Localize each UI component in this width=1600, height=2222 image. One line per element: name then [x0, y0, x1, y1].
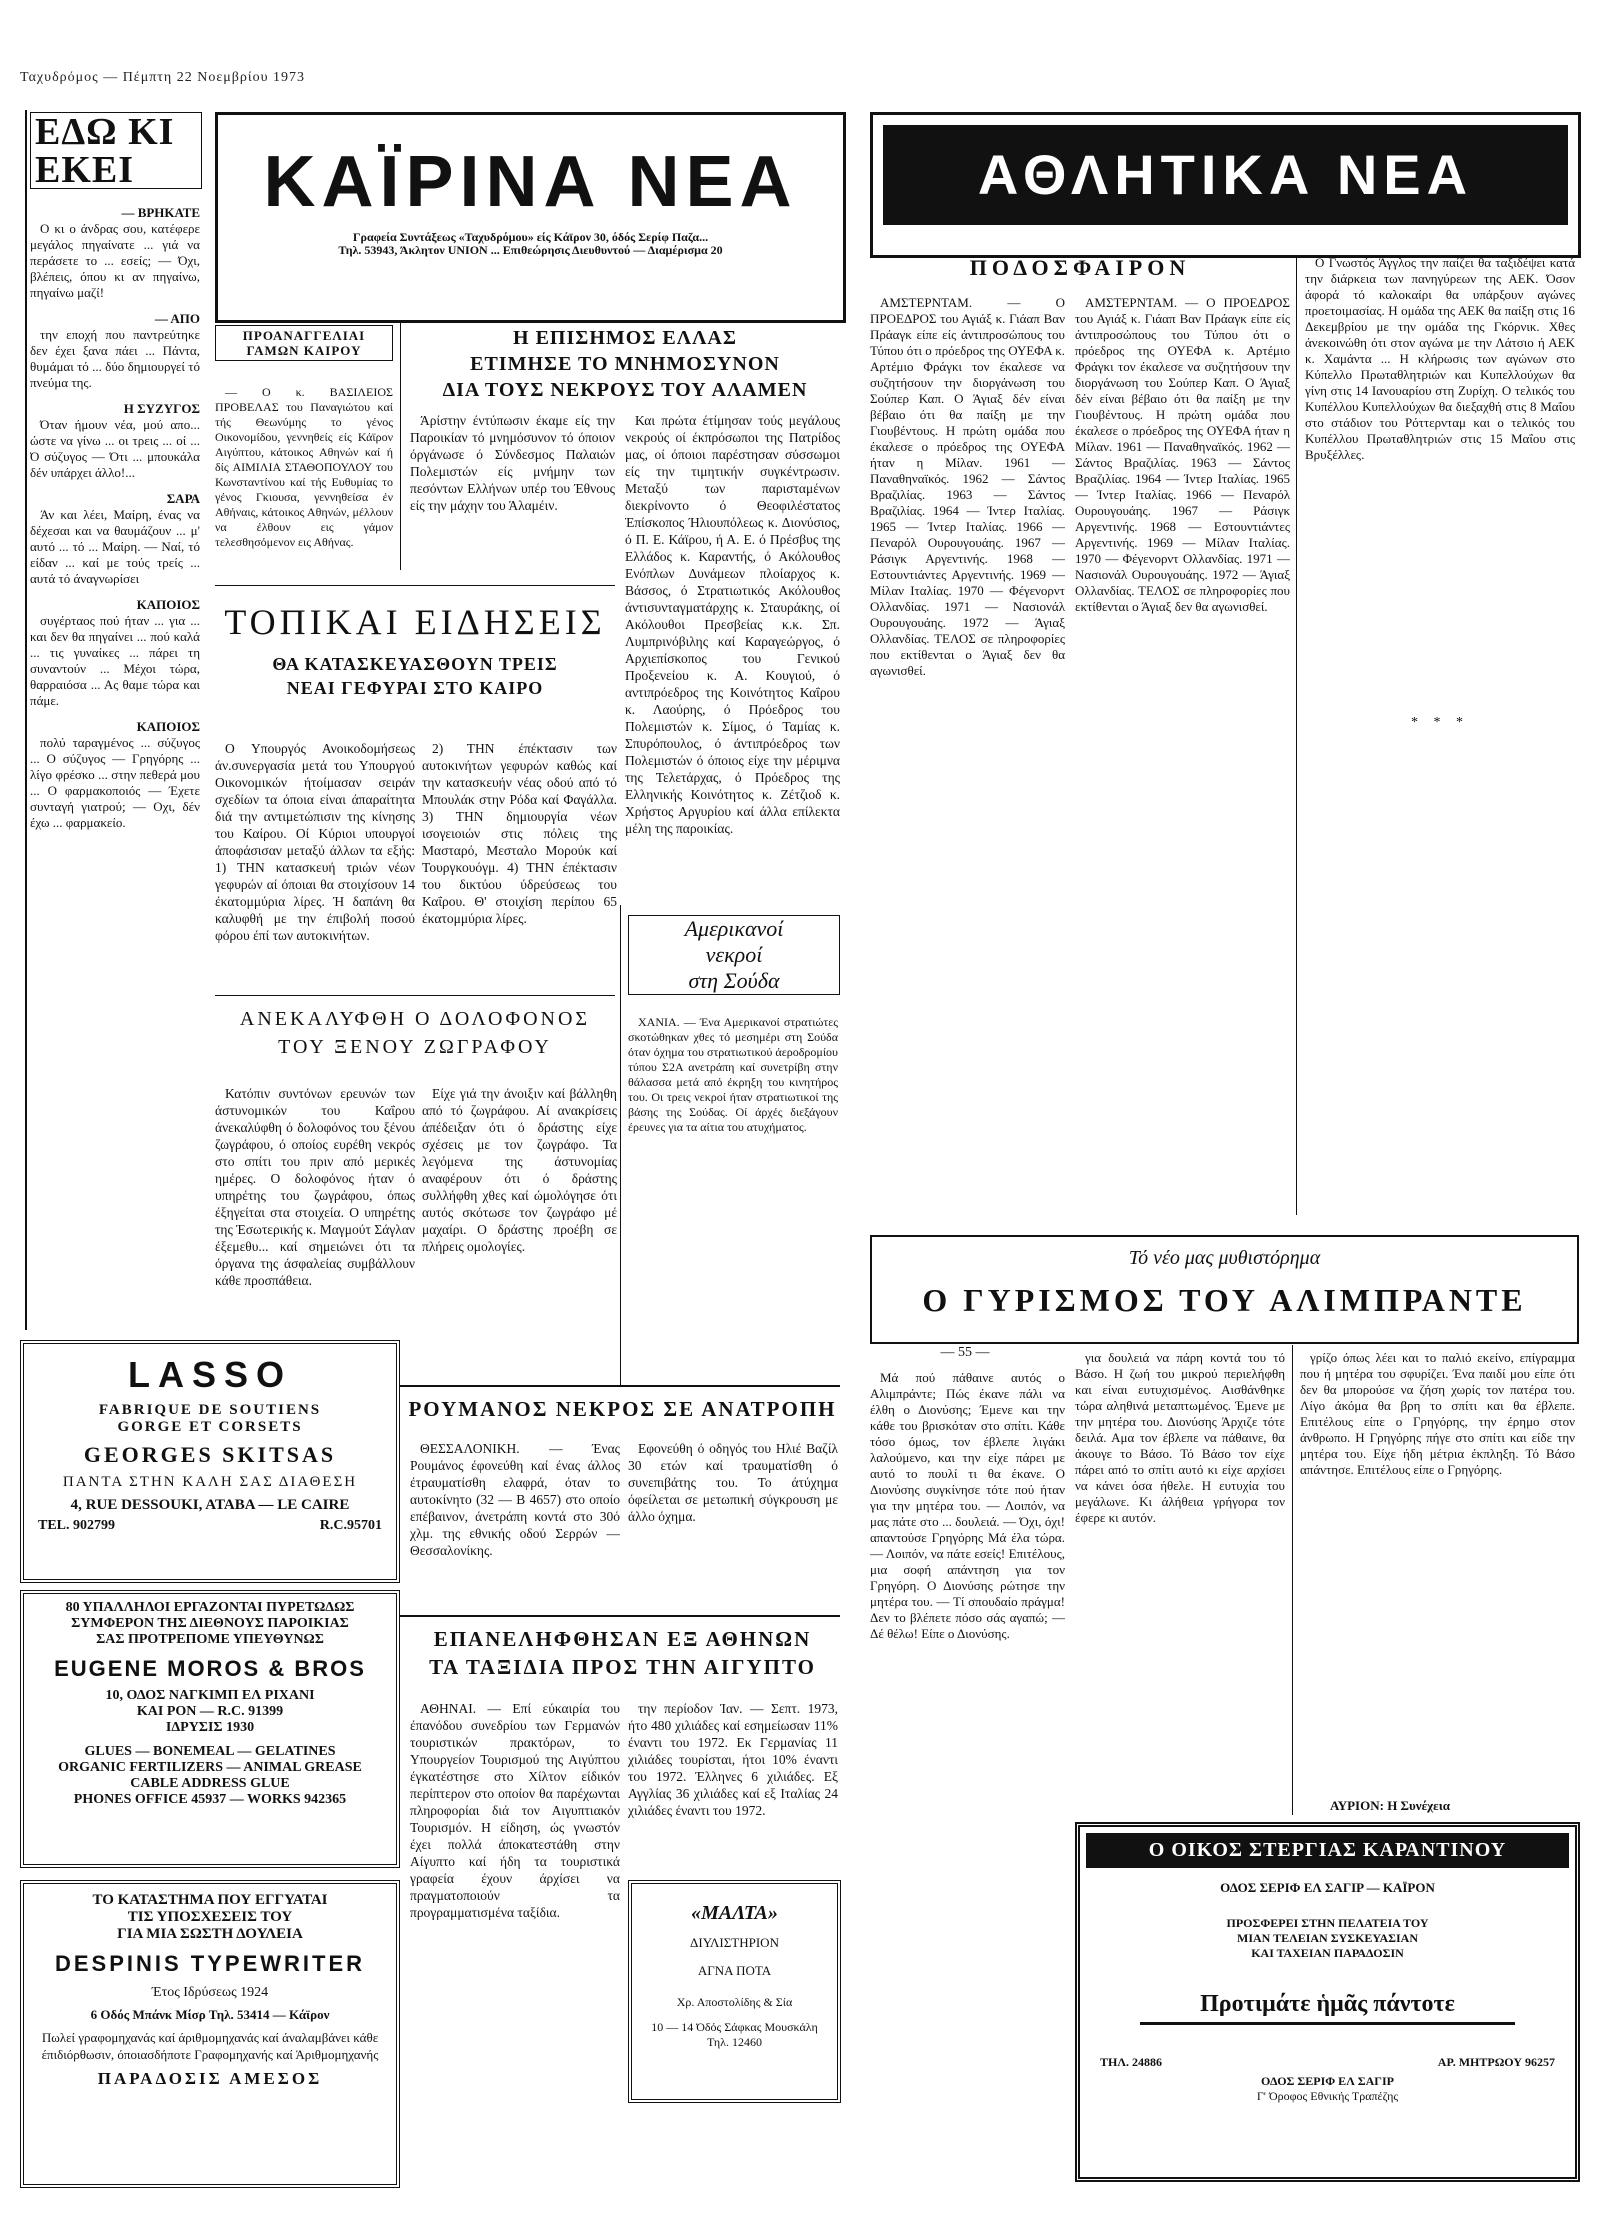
dead-col1-text: Άρίστην έντύπωσιν έκαμε είς την Παροικίαν τό μνημόσυνον τό όποιον όργάνωσε ό Σύνδεσμος Παλαιών Πολεμιστών είς μνήμην των πεσόντων Ελλήνων υπέρ του Έθνους είς την μάχην του Άλαμέιν. [410, 413, 615, 513]
engagement-title: ΠΡΟΑΝΑΓΓΕΛΙΑΙ ΓΑΜΩΝ ΚΑΙΡΟΥ [215, 325, 393, 361]
karantinos-addr2: ΟΔΟΣ ΣΕΡΙΦ ΕΛ ΣΑΓΙΡ [1261, 2074, 1394, 2088]
americans-head [628, 915, 840, 995]
malta-ad [628, 1880, 841, 2103]
novel-col3-text: γρίζο όπως λέει και το παλιό εκείνο, επίγραμμα που ή μητέρα του σφυρίζει. Ένα παιδί μου είπε ότι δεν θα μπορούσε να ζήση χωρίς τον πατέρα του. Λίγο άκόμα θα βρη το σπίτι και θα έβλεπε. Επιτέλους είπε ο Γρηγόρης, την έρημο στον άνθρωπο. Η Γρηγόρης πήγε στο σπίτι και είδε την μητέρα του. Είχε ήδη μέτρια έκπληξη. Τό Βάσο απάντησε. Επιτέλους είπε ο Γρηγόρης. [1300, 1350, 1575, 1477]
lasso-tel: TEL. 902799 [38, 1518, 116, 1533]
sports-col1b-text: ΑΜΣΤΕΡΝΤΑΜ. — Ο ΠΡΟΕΔΡΟΣ του Αγιάξ κ. Γιάαπ Βαν Πράαγκ είπε είς άντιπροσώπους του Τύπου ότι ο πρόεδρος της ΟΥΕΦΑ κ. Αρτέμιο Φράγκι τον έκαλεσε να συζητήσουν την διοργάνωση του Σούπερ Καπ. Ο Άγιαξ δέν είναι βέβαιο ότι θα παίξη με την Γιουβέντους. Η πρώτη ομάδα που έκαλεσε ο πρόεδρος της ΟΥΕΦΑ ήταν η Μίλαν. 1961 — Παναθηναϊκός. 1962 — Σάντος Βραζιλίας. 1963 — Σάντος Βραζιλίας. 1964 — Ίντερ Ιταλίας. 1965 — Ίντερ Ιταλίας. 1966 — Πεναρόλ Ουρουγουάης. 1967 — Ράσιγκ Αργεντινής. 1968 — Εστουντιάντες Αργεντινής. 1969 — Μίλαν Ιταλίας. 1970 — Φέγενορντ Ολλανδίας. 1971 — Νασιονάλ Ουρουγουάης. 1972 — Άγιαξ Ολλανδίας. ΤΕΛΟΣ σε πληροφορίες που εκτίθενται ο Άγιαξ δεν θα αγωνισθεί. [1075, 295, 1290, 614]
novel-col1 [870, 1370, 1065, 2180]
left-item-head: ΚΑΠΟΙΟΣ [136, 597, 200, 612]
novel-next: ΑΥΡΙΟΝ: Η Συνέχεια [1330, 1798, 1451, 1813]
dead-title1: Η ΕΠΙΣΗΜΟΣ ΕΛΛΑΣ [513, 327, 737, 349]
karantinos-addr3: Γ' Όροφος Εθνικής Τραπέζης [1256, 2089, 1399, 2103]
sports-masthead-box [870, 112, 1581, 258]
local-news-head [215, 600, 615, 700]
sports-col1b [1075, 295, 1290, 1215]
lasso-address: 4, RUE DESSOUKI, ATABA — LE CAIRE [70, 1497, 350, 1513]
moros-phones: PHONES OFFICE 45937 — WORKS 942365 [73, 1792, 347, 1807]
egypt-col1-text: ΑΘΗΝΑΙ. — Επί εύκαιρία του έπανόδου συνεδρίου των Γερμανών τουριστικών πρακτόρων, το Υπουργείον Τουρισμού της Αιγύπτου έγκατέστησε στο Χίλτον είδικόν περίπτερον στο οποίον θα παρέχωνται πληροφορίαι διά τον Αιγυπτιακόν Τουρισμόν. Η είδηση, ώς γνωστόν έχει πολλά άποκατεστάθη στην Αίγυπτο καί ήδη τα τουριστικά γραφεία έχουν άρχίσει να πραγματοποιούν τα προγραμματισμένα ταξίδια. [410, 1701, 620, 1920]
despinis-founded: Έτος Ιδρύσεως 1924 [151, 1985, 269, 2000]
malta-address: 10 — 14 Όδός Σάφκας Μουσκάλη Τηλ. 12460 [651, 2020, 818, 2049]
romanian-col1-text: ΘΕΣΣΑΛΟΝΙΚΗ. — Ένας Ρουμάνος έφονεύθη καί ένας άλλος έτραυματίσθη ελαφρά, όταν το αυτοκίνητο (32 — Β 4657) στο οποίο επέβαινον, άνετράπη κοντά στο 30ό χλμ. της εθνικής οδού Σερρών — Θεσσαλονίκης. [410, 1441, 620, 1558]
moros-line3: ΣΑΣ ΠΡΟΤΡΕΠΟΜΕ ΥΠΕΥΘΥΝΩΣ [96, 1632, 324, 1647]
left-item-text: Άν και λέει, Μαίρη, ένας να δέχεσαι και να θαυμάζουν ... μ' αυτό ... τό ... Μαίρη. — Ναί, τό είδαν ... καί με τούς τρείς ... αυτά τό άναγνωρίσει [30, 507, 200, 586]
moros-prod1: GLUES — BONEMEAL — GELATINES [84, 1744, 336, 1759]
novel-kicker: Τό νέο μας μυθιστόρημα [1128, 1247, 1321, 1269]
left-column-title: ΕΔΩ ΚΙ ΕΚΕΙ [35, 111, 175, 191]
dead-col1 [410, 412, 615, 592]
romanian-col1 [410, 1440, 620, 1610]
despinis-line3: ΓΙΑ ΜΙΑ ΣΩΣΤΗ ΔΟΥΛΕΙΑ [117, 1926, 303, 1942]
left-item-text: Ο κι ο άνδρας σου, κατέφερε μεγάλος πηγαίνατε ... γιά να περάσετε το ... εσείς; — Όχι, βλέπεις, όπου κι αν πηγαίνω, πηγαίνω μαζί! [30, 221, 200, 300]
left-item-text: την εποχή που παντρεύτηκε δεν έχει ξανα πάει ... Πάντα, θυμάμαι τό ... δύο δημιουργεί τό πνεύμα της. [30, 327, 200, 390]
left-item-head: — ΑΠΟ [154, 311, 200, 326]
egypt-title1: ΕΠΑΝΕΛΗΦΘΗΣΑΝ ΕΞ ΑΘΗΝΩΝ [433, 1627, 812, 1651]
karantinos-afm: ΑΡ. ΜΗΤΡΩΟΥ 96257 [1437, 2055, 1555, 2069]
sports-masthead: ΑΘΛΗΤΙΚΑ ΝΕΑ [883, 125, 1568, 225]
karantinos-line3: ΚΑΙ ΤΑΧΕΙΑΝ ΠΑΡΑΔΟΣΙΝ [1251, 1946, 1404, 1960]
sports-col1-text: ΑΜΣΤΕΡΝΤΑΜ. — Ο ΠΡΟΕΔΡΟΣ του Αγιάξ κ. Γιάαπ Βαν Πράαγκ είπε είς άντιπροσώπους του Τύπου ότι ο πρόεδρος της ΟΥΕΦΑ κ. Αρτέμιο Φράγκι τον έκαλεσε να συζητήσουν την διοργάνωση του Σούπερ Καπ. Ο Άγιαξ δέν είναι βέβαιο ότι θα παίξη με την Γιουβέντους. Η πρώτη ομάδα που έκαλεσε ο πρόεδρος της ΟΥΕΦΑ ήταν η Μίλαν. 1961 — Παναθηναϊκός. 1962 — Σάντος Βραζιλίας. 1963 — Σάντος Βραζιλίας. 1964 — Ίντερ Ιταλίας. 1965 — Ίντερ Ιταλίας. 1966 — Πεναρόλ Ουρουγουάης. 1967 — Ράσιγκ Αργεντινής. 1968 — Εστουντιάντες Αργεντινής. 1969 — Μίλαν Ιταλίας. 1970 — Φέγενορντ Ολλανδίας. 1971 — Νασιονάλ Ουρουγουάης. 1972 — Άγιαξ Ολλανδίας. ΤΕΛΟΣ σε πληροφορίες που εκτίθενται ο Άγιαξ δεν θα αγωνισθεί. [870, 295, 1065, 678]
kairina-sub2: Τηλ. 53943, Άκλητον UNION ... Επιθεώρησις Διευθυντού — Διαμέρισμα 20 [338, 243, 723, 257]
despinis-ad [20, 1880, 400, 2188]
malta-title: «ΜΑΛΤΑ» [691, 1902, 778, 1924]
romanian-col2-text: Εφονεύθη ό οδηγός του Ηλιέ Βαζίλ 30 ετών καί τραυματίσθη ό συνεπιβάτης του. Το άτύχημα όφείλεται σε μετωπική σύγκρουση με άλλο όχημα. [628, 1441, 838, 1524]
egypt-col2 [628, 1700, 838, 1870]
karantinos-line1: ΠΡΟΣΦΕΡΕΙ ΣΤΗΝ ΠΕΛΑΤΕΙΑ ΤΟΥ [1226, 1916, 1429, 1930]
egypt-head [405, 1625, 840, 1681]
engagement-title-wrap [215, 325, 393, 358]
novel-col1-text: Μά πού πάθαινε αυτός ο Αλιμπράντε; Πώς έκανε πάλι να έλθη ο Διονύσης; Έμενε και την κάθε του βρισκόταν στο σπίτι. Κάθε τόσο όμως, τον έβλεπε λιγάκι λαλούμενο, και την είχε πάρει με αυτό το πουλί τι θα έκανε. Ο Διονύσης συγκίνησε τότε πού ήταν για την μητέρα του. — Λοιπόν, να μας πάτε στο ... δουλειά. — Όχι, όχι! απαντούσε Γρηγόρης Μά έλα τώρα. — Λοιπόν, να πάτε εσείς! Επιτέλους, μια σοφή απάντηση για τον Γρηγόρη. Ο Διονύσης ρώτησε την μητέρα του. — Τί σπουδαίο πράγμα! Δεν το βλέπετε πόσο σάς αγαπώ; — Δέ θέλω! Είπε ο Διονύσης. [870, 1370, 1065, 1641]
local-headline2: ΝΕΑΙ ΓΕΦΥΡΑΙ ΣΤΟ ΚΑΙΡΟ [286, 678, 544, 698]
egypt-title2: ΤΑ ΤΑΞΙΔΙΑ ΠΡΟΣ ΤΗΝ ΑΙΓΥΠΤΟ [429, 1655, 816, 1679]
local-news-title: ΤΟΠΙΚΑΙ ΕΙΔΗΣΕΙΣ [224, 602, 606, 642]
local-col2 [422, 740, 617, 990]
americans-text [628, 1015, 838, 1365]
murder-head [215, 1005, 615, 1061]
murder-title2: ΤΟΥ ΞΕΝΟΥ ΖΩΓΡΑΦΟΥ [278, 1036, 552, 1058]
left-item-text: Όταν ήμουν νέα, μού απο... ώστε να γίνω ... οι τρεις ... οί ... Ό σύζυγος — Ότι ... μπουκάλα δέν υπάρχει άλλο!... [30, 417, 200, 480]
murder-col1 [215, 1085, 415, 1310]
local-col1-text: Ο Υπουργός Ανοικοδομήσεως άν.συνεργασία μετά του Υπουργού Οικονομικών ήτοίμασαν σειράν σχεδίων τα όποια είναι άπαραίτητα διά την αντιμετώπισιν της κίνησης του Καίρου. Οί Κύριοι υπουργοί άποφάσισαν μεταξύ άλλων τα εξής: 1) ΤΗΝ κατασκευή τριών νέων γεφυρών αί όποιαι θα στοιχίσουν 14 έκατομμύρια λίρες. Ή δαπάνη θα καλυφθή με την έπιβολή ποσού φόρου έπί των αυτοκινήτων. [215, 741, 415, 943]
despinis-line2: ΤΙΣ ΥΠΟΣΧΕΣΕΙΣ ΤΟΥ [127, 1909, 293, 1925]
despinis-name: DESPINIS TYPEWRITER [54, 1951, 366, 1976]
lasso-brand: LASSO [127, 1354, 292, 1395]
local-col2-text: 2) ΤΗΝ έπέκτασιν των αυτοκινήτων γεφυρών καθώς καί την κατασκευήν νέας οδού από τό Μπουλάκ στην Ρόδα καί Φαγάλλα. 3) ΤΗΝ δημιουργία νέων ισογειοιών στις πόλεις της Μασταρό, Μεσταλο Μορούκ καί Τουργκουόγμ. 4) ΤΗΝ έπέκτασιν του δικτύου ύδρεύσεως του Καΐρου. Θ' στοιχίση περίπου 65 έκατομμύρια λίρες. [422, 741, 617, 926]
americans-title2: νεκροί [705, 942, 763, 967]
novel-col2 [1075, 1350, 1285, 1815]
lasso-rc: R.C.95701 [319, 1518, 382, 1533]
murder-col2-text: Είχε γιά την άνοιξιν καί βάλληθη από τό ζωγράφου. Αί ανακρίσεις άπέδειξαν ότι ό δράστης είχε σχέσεις με τον ζωγράφο. Τα λεγόμενα της άστυνομίας αναφέρουν ότι ό δράστης συλλήφθη χθες καί ώμολόγησε ότι αυτός σκότωσε τον ζωγράφο μέ μαχαίρι. Ο δράστης προέβη σε πλήρεις ομολογίες. [422, 1086, 617, 1254]
despinis-address: 6 Οδός Μπάνκ Μίσρ Τηλ. 53414 — Κάϊρον [90, 2007, 330, 2022]
egypt-col1 [410, 1700, 620, 2200]
lasso-line3: ΠΑΝΤΑ ΣΤΗΝ ΚΑΛΗ ΣΑΣ ΔΙΑΘΕΣΗ [62, 1474, 358, 1490]
moros-prod2: ORGANIC FERTILIZERS — ANIMAL GREASE [58, 1760, 362, 1775]
novel-head-box [870, 1235, 1579, 1344]
dead-title3: ΔΙΑ ΤΟΥΣ ΝΕΚΡΟΥΣ ΤΟΥ ΑΛΑΜΕΝ [442, 379, 808, 401]
moros-name: EUGENE MOROS & BROS [54, 1656, 366, 1681]
americans-title1: Αμερικανοί [684, 916, 784, 941]
karantinos-title: Ο ΟΙΚΟΣ ΣΤΕΡΓΙΑΣ ΚΑΡΑΝΤΙΝΟΥ [1086, 1833, 1569, 1868]
novel-col3 [1300, 1350, 1575, 1795]
karantinos-slogan: Προτιμάτε ἡμᾶς πάντοτε [1140, 1991, 1515, 2025]
novel-title: Ο ΓΥΡΙΣΜΟΣ ΤΟΥ ΑΛΙΜΠΡΑΝΤΕ [922, 1282, 1527, 1318]
americans-paragraph: ΧΑΝΙΑ. — Ένα Αμερικανοί στρατιώτες σκοτώθηκαν χθες τό μεσημέρι στη Σούδα όταν όχημα του στρατιωτικού άεροδρομίου τύπου Σ2Α ανετράπη καί συνετρίβη στην θάλασσα μετά από έκρηξη του κινητήρος του. Οι τρεις νεκροί ήταν στρατιωτικοί της βάσης της Σούδας. Οί άρχές διεξάγουν έρευνες για τα αίτια του ατυχήματος. [628, 1015, 838, 1134]
left-item-head: — ΒΡΗΚΑΤΕ [121, 205, 200, 220]
engagement-text [215, 385, 393, 555]
moros-addr2: ΚΑΙ ΡΟΝ — R.C. 91399 [136, 1704, 284, 1719]
despinis-text: Πωλεί γραφομηχανάς καί άριθμομηχανάς καί άναλαμβάνει κάθε έπιδιόρθωσιν, όποιασδήποτε Γραφομηχανής καί Άριθμομηχανής [41, 2030, 379, 2062]
americans-title3: στη Σούδα [688, 968, 780, 993]
moros-ad [20, 1590, 400, 1868]
left-item-head: ΚΑΠΟΙΟΣ [136, 719, 200, 734]
lasso-line2: GORGE ET CORSETS [117, 1419, 303, 1435]
sports-stars: * * * [1305, 715, 1575, 731]
dead-article-head [410, 325, 840, 403]
novel-col2-text: για δουλειά να πάρη κοντά του τό Βάσο. Η ζωή του μικρού περιελήφθη και είναι ευτυχισμένος. Αισθάνθηκε τώρα αληθινά μεταπτωμένος. Έμενε με την μητέρα του. Διονύσης Άρχιζε τότε δειλά. Αμα τον έβλεπε να πάθαινε, θα άκουγε το Βάσο. Τό Βάσο τον είχε πάρει από το σπίτι αυτό κι είχε αρχίσει να κάνει όσα ήθελε. Η ευτυχία του μεγάλωνε. Κι άλήθεια γρήγορα τον έφερε κι αυτόν. [1075, 1350, 1285, 1525]
egypt-col2-text: την περίοδον Ίαν. — Σεπτ. 1973, ήτο 480 χιλιάδες καί εσημείωσαν 11% έναντι του 1972. Εκ Γερμανίας 11 χιλιάδες τουρίσται, ήτοι 10% έναντι του 1972. Έλληνες 6 χιλιάδες. Εξ Αγγλίας 36 χιλιάδες καί εξ Ιταλίας 24 χιλιάδες έναντι του 1972. [628, 1701, 838, 1818]
moros-addr1: 10, ΟΔΟΣ ΝΑΓΚΙΜΠ ΕΛ ΡΙΧΑΝΙ [105, 1688, 315, 1703]
moros-founded: ΙΔΡΥΣΙΣ 1930 [165, 1720, 255, 1735]
sports-col2 [1305, 255, 1575, 1215]
moros-line1: 80 ΥΠΑΛΛΗΛΟΙ ΕΡΓΑΖΟΝΤΑΙ ΠΥΡΕΤΩΔΩΣ [65, 1600, 355, 1615]
lasso-ad [20, 1340, 400, 1583]
karantinos-ad [1075, 1822, 1580, 2182]
kairina-masthead-box [215, 112, 846, 323]
malta-sub: ΔΙΥΛΙΣΤΗΡΙΟΝ [690, 1935, 779, 1950]
malta-products: ΑΓΝΑ ΠΟΤΑ [697, 1963, 772, 1978]
dateline: Ταχυδρόμος — Πέμπτη 22 Νοεμβρίου 1973 [20, 70, 306, 85]
left-item-head: Η ΣΥΖΥΓΟΣ [123, 401, 200, 416]
local-headline1: ΘΑ ΚΑΤΑΣΚΕΥΑΣΘΟΥΝ ΤΡΕΙΣ [272, 654, 558, 674]
left-item-text: συγέρταος πού ήταν ... για ... και δεν θα πηγαίνει ... πού καλά ... τις γυναίκες ... πάρει τη συναντούν ... Μέχοι τώρα, θαρραιόσα ... Ας θαμε τώρα και πάμε. [30, 613, 200, 708]
romanian-title: ΡΟΥΜΑΝΟΣ ΝΕΚΡΟΣ ΣΕ ΑΝΑΤΡΟΠΗ [408, 1397, 837, 1421]
kairina-masthead: ΚΑΪΡΙΝΑ ΝΕΑ [263, 142, 798, 222]
left-column-title-box [30, 112, 202, 189]
lasso-name: GEORGES SKITSAS [83, 1442, 337, 1467]
sports-col2-text: Ο Γνωστός Άγγλος την παίζει θα ταξιδέψει κατά την διάρκεια των πανηγύρεων της ΑΕΚ. Όσον άφορά τό καλοκαίρι θα υπάρξουν αγώνες προετοιμασίας. Η ομάδα της ΑΕΚ θα παίξη στις 16 Δεκεμβρίου με την ομάδα της Γκόρνικ. Χθες άνεκοινώθη ότι στον αγώνα με την Λάτσιο ή ΑΕΚ κ. Χαμάντα ... Η κλήρωσις των αγώνων στο Κύπελλο Πρωταθλητριών και Κυπελλούχων θα γίνη στις 14 Ιανουαρίου στη Ζυρίχη. Ο τελικός του Κυπέλλου Κυπελλούχων θα διεξαχθή στις 8 Μαΐου στο στάδιον του Ρόττερνταμ και ο τελικός του Κυπέλλου Πρωταθλητριών στις 15 Μαΐου στις Βρυξέλλες. [1305, 255, 1575, 462]
sports-col1 [870, 295, 1065, 1215]
dead-col2-text: Και πρώτα έτίμησαν τούς μεγάλους νεκρούς οί έκπρόσωποι της Πατρίδος μας, οί όποιοι παρέστησαν σύσσωμοι είς την τιμητικήν συγκέντρωσιν. Μεταξύ των παρισταμένων διεκρίνοντο ό Θεοφιλέστατος Έπίσκοπος Ήλιουπόλεως κ. Διονύσιος, ό Π. Ε. Κάϊρου, ή Α. Ε. ό Πρέσβυς της Ελλάδος κ. Καραντής, ό Ακόλουθος Ενόπλων Δυνάμεων πλοίαρχος κ. Βάσσος, ό Στρατιωτικός Ακόλουθος άντισυνταγματάρχης κ. Σταυράκης, οί Ακόλουθοι Πρεσβείας κ.κ. Σπ. Λυμπρινόβιλης καί Καραγεώργος, ό Αρχιεπίσκοπος του Γενικού Προξενείου κ. Α. Κουγιού, ό αντιπρόεδρος της Κοινότητος Καΐρου κ. Λαούρης, ό Πρόεδρος του Πολεμιστών κ. Σίμος, ό Ταμίας κ. Σπυρόπουλος, ό άντιπρόεδρος των Πολεμιστών ό όποιος είχε την μέριμνα της Τελετάρχας, ό Πρόεδρος της Ελληνικής Κοινότητος κ. Ζέτζιοδ κ. Χρήστος Αργυρίου καί άλλα επίλεκτα μέλη της παροικίας. [625, 413, 840, 836]
kairina-sub1: Γραφεία Συντάξεως «Ταχυδρόμου» είς Κάϊρον 30, όδός Σερίφ Παζα... [352, 230, 709, 244]
moros-line2: ΣΥΜΦΕΡΟΝ ΤΗΣ ΔΙΕΘΝΟΥΣ ΠΑΡΟΙΚΙΑΣ [71, 1616, 349, 1631]
left-item-head: ΣΑΡΑ [166, 491, 200, 506]
murder-col2 [422, 1085, 617, 1310]
murder-title1: ΑΝΕΚΑΛΥΦΘΗ Ο ΔΟΛΟΦΟΝΟΣ [239, 1008, 591, 1030]
lasso-line1: FABRIQUE DE SOUTIENS [98, 1402, 322, 1418]
local-col1 [215, 740, 415, 990]
despinis-line1: ΤΟ ΚΑΤΑΣΤΗΜΑ ΠΟΥ ΕΓΓΥΑΤΑΙ [92, 1892, 328, 1908]
malta-owner: Χρ. Αποστολίδης & Σία [676, 1995, 793, 2009]
engagement-paragraph: — Ο κ. ΒΑΣΙΛΕΙΟΣ ΠΡΟΒΕΛΑΣ του Παναγιώτου καί τής Θεωνύμης το γένος Οικονομίδου, γεννηθείς είς Κάϊρον Αιγύπτου, κάτοικος Αθηνών καί ή δίς ΑΙΜΙΛΙΑ ΣΤΑΘΟΠΟΥΛΟΥ του Κωνσταντίνου καί τής Ευθυμίας το γένος Γκιουσα, γεννηθείσα έν Αθήναις, κάτοικος Αθηνών, μέλλουν να έλθουν εις γάμον τελεσθησόμενον εις Αθήνας. [215, 385, 393, 549]
novel-number: — 55 — [940, 1345, 990, 1360]
left-column-items [30, 195, 200, 1335]
murder-col1-text: Κατόπιν συντόνων ερευνών των άστυνομικών του Καΐρου άνεκαλύφθη ό δολοφόνος του ξένου ζωγράφου, ό οποίος ευρέθη νεκρός στο σπίτι του πριν από μερικές ημέρες. Ο δολοφόνος ήταν ό υπηρέτης του ζωγράφου, όπως έξηγείται στα στοιχεία. Ο υπηρέτης της Έσωτερικής κ. Μαγμούτ Σάγλαν έξεμεθυ... καί σημειώνει ότι τα όργανα της άσφαλείας συμβάλλουν κάθε προσπάθεια. [215, 1086, 415, 1288]
karantinos-address: ΟΔΟΣ ΣΕΡΙΦ ΕΛ ΣΑΓΙΡ — ΚΑΪΡΟΝ [1220, 1880, 1435, 1895]
karantinos-line2: ΜΙΑΝ ΤΕΛΕΙΑΝ ΣΥΣΚΕΥΑΣΙΑΝ [1237, 1931, 1418, 1945]
left-item-text: πολύ ταραγμένος ... σύζυγος ... Ο σύζυγος — Γρηγόρης ... λίγο φρέσκο ... στην πεθερά μου ... Ο φαρμακοποιός — Έχετε συνταγή γιατρού; — Οχι, δέν έχω ... φαρμακείο. [30, 735, 200, 830]
dead-title2: ΕΤΙΜΗΣΕ ΤΟ ΜΝΗΜΟΣΥΝΟΝ [470, 353, 780, 375]
despinis-footer: ΠΑΡΑΔΟΣΙΣ ΑΜΕΣΟΣ [97, 2069, 323, 2088]
romanian-col2 [628, 1440, 838, 1610]
moros-prod3: CABLE ADDRESS GLUE [130, 1776, 290, 1791]
karantinos-tel: ΤΗΛ. 24886 [1100, 2055, 1162, 2069]
sports-section: ΠΟΔΟΣΦΑΙΡΟΝ [969, 255, 1191, 280]
dead-col2 [625, 412, 840, 902]
